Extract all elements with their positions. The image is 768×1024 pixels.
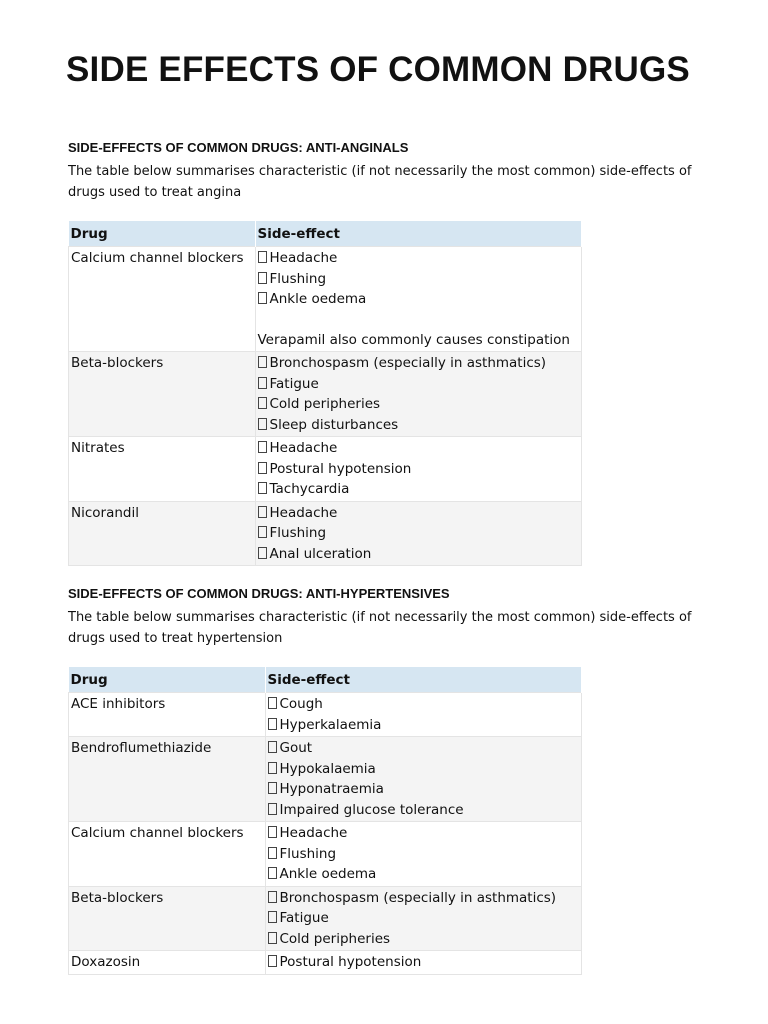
side-effect-text: Cold peripheries bbox=[269, 396, 381, 412]
side-effect-text: Sleep disturbances bbox=[269, 416, 399, 433]
section-intro: The table below summarises characteristic (if not necessarily the most common) side-effects of drugs used to treat angina bbox=[68, 164, 692, 200]
table-row bbox=[69, 437, 582, 502]
side-effect-text: Flushing bbox=[269, 525, 327, 541]
side-effect-text: Hyperkalaemia bbox=[279, 716, 382, 733]
side-effect-cell bbox=[255, 352, 582, 437]
side-effect-item bbox=[268, 738, 580, 759]
table-row bbox=[69, 822, 582, 887]
drug-name-cell: Doxazosin bbox=[69, 951, 266, 975]
side-effect-item bbox=[268, 929, 580, 950]
side-effect-item bbox=[268, 844, 580, 865]
missing-glyph-box-icon bbox=[258, 356, 267, 368]
side-effect-text: Flushing bbox=[279, 845, 337, 862]
column-header-drug: Drug bbox=[69, 221, 256, 247]
drug-name-cell: Beta-blockers bbox=[69, 352, 256, 437]
side-effect-item bbox=[268, 888, 580, 909]
table-header-row bbox=[69, 667, 582, 693]
table-row bbox=[69, 501, 582, 566]
side-effect-cell bbox=[265, 951, 582, 975]
side-effect-item bbox=[258, 353, 580, 374]
missing-glyph-box-icon bbox=[268, 911, 277, 923]
side-effect-text: Ankle oedema bbox=[279, 866, 377, 882]
side-effect-item bbox=[268, 864, 580, 885]
missing-glyph-box-icon bbox=[268, 741, 277, 753]
drug-name-cell: Nitrates bbox=[69, 437, 256, 502]
drug-name-cell: Calcium channel blockers bbox=[69, 247, 256, 352]
table-row bbox=[69, 886, 582, 951]
side-effect-text: Ankle oedema bbox=[269, 291, 367, 307]
drug-name-cell: Bendroflumethiazide bbox=[69, 737, 266, 822]
section-heading: SIDE-EFFECTS OF COMMON DRUGS: ANTI-ANGINALS bbox=[68, 140, 409, 155]
table-row bbox=[69, 951, 582, 975]
missing-glyph-box-icon bbox=[268, 718, 277, 730]
section-intro: The table below summarises characteristic (if not necessarily the most common) side-effects of drugs used to treat hypertension bbox=[68, 610, 692, 646]
side-effect-item bbox=[258, 415, 580, 436]
missing-glyph-box-icon bbox=[268, 697, 277, 709]
page-title: SIDE EFFECTS OF COMMON DRUGS bbox=[66, 50, 690, 89]
side-effect-item bbox=[258, 248, 580, 269]
missing-glyph-box-icon bbox=[258, 462, 267, 474]
side-effect-text: Flushing bbox=[269, 270, 327, 287]
missing-glyph-box-icon bbox=[258, 506, 267, 518]
side-effect-cell bbox=[265, 822, 582, 887]
side-effect-text: Postural hypotension bbox=[269, 460, 412, 477]
missing-glyph-box-icon bbox=[268, 891, 277, 903]
side-effect-item bbox=[258, 479, 580, 500]
missing-glyph-box-icon bbox=[258, 397, 267, 409]
drug-name-cell: Beta-blockers bbox=[69, 886, 266, 951]
side-effect-item bbox=[258, 544, 580, 565]
side-effect-text: Gout bbox=[279, 740, 313, 756]
column-header-drug: Drug bbox=[69, 667, 266, 693]
side-effect-item bbox=[258, 289, 580, 310]
side-effect-item bbox=[258, 523, 580, 544]
table-row bbox=[69, 247, 582, 352]
side-effect-item bbox=[268, 823, 580, 844]
missing-glyph-box-icon bbox=[268, 867, 277, 879]
side-effect-item bbox=[258, 438, 580, 459]
side-effect-item bbox=[268, 908, 580, 929]
missing-glyph-box-icon bbox=[258, 547, 267, 559]
missing-glyph-box-icon bbox=[268, 847, 277, 859]
side-effect-item bbox=[258, 394, 580, 415]
table-header-row bbox=[69, 221, 582, 247]
side-effect-text: Fatigue bbox=[279, 910, 329, 926]
side-effect-item bbox=[268, 715, 580, 736]
side-effect-text: Headache bbox=[269, 440, 338, 456]
side-effect-text: Cold peripheries bbox=[279, 930, 391, 947]
missing-glyph-box-icon bbox=[258, 418, 267, 430]
section-anti-anginals bbox=[68, 139, 708, 566]
side-effect-cell bbox=[255, 501, 582, 566]
side-effect-item bbox=[258, 269, 580, 290]
side-effect-item bbox=[268, 694, 580, 715]
side-effect-item bbox=[258, 503, 580, 524]
side-effect-text: Impaired glucose tolerance bbox=[279, 801, 464, 818]
drug-name-cell: ACE inhibitors bbox=[69, 693, 266, 737]
side-effect-text: Headache bbox=[279, 825, 348, 841]
missing-glyph-box-icon bbox=[268, 762, 277, 774]
missing-glyph-box-icon bbox=[268, 955, 277, 967]
anti-anginals-table bbox=[68, 221, 582, 566]
side-effect-text: Headache bbox=[269, 250, 338, 266]
side-effect-item bbox=[258, 374, 580, 395]
side-effect-note: Verapamil also commonly causes constipation bbox=[257, 331, 570, 348]
drug-name-cell: Calcium channel blockers bbox=[69, 822, 266, 887]
side-effect-item bbox=[258, 459, 580, 480]
side-effect-text: Postural hypotension bbox=[279, 954, 422, 970]
side-effect-text: Tachycardia bbox=[269, 481, 350, 497]
column-header-side-effect: Side-effect bbox=[265, 667, 582, 693]
table-row bbox=[69, 352, 582, 437]
side-effect-text: Bronchospasm (especially in asthmatics) bbox=[279, 889, 557, 906]
side-effect-text: Bronchospasm (especially in asthmatics) bbox=[269, 355, 547, 371]
missing-glyph-box-icon bbox=[258, 292, 267, 304]
side-effect-text: Anal ulceration bbox=[269, 545, 372, 562]
side-effect-cell bbox=[255, 247, 582, 352]
missing-glyph-box-icon bbox=[258, 251, 267, 263]
missing-glyph-box-icon bbox=[258, 526, 267, 538]
missing-glyph-box-icon bbox=[258, 272, 267, 284]
missing-glyph-box-icon bbox=[258, 482, 267, 494]
missing-glyph-box-icon bbox=[268, 932, 277, 944]
side-effect-text: Fatigue bbox=[269, 375, 319, 392]
missing-glyph-box-icon bbox=[268, 826, 277, 838]
side-effect-item bbox=[268, 952, 580, 973]
missing-glyph-box-icon bbox=[268, 803, 277, 815]
table-row bbox=[69, 693, 582, 737]
section-heading: SIDE-EFFECTS OF COMMON DRUGS: ANTI-HYPERTENSIVES bbox=[68, 586, 450, 601]
side-effect-cell bbox=[265, 886, 582, 951]
side-effect-cell bbox=[265, 737, 582, 822]
drug-name-cell: Nicorandil bbox=[69, 501, 256, 566]
side-effect-cell bbox=[265, 693, 582, 737]
side-effect-item bbox=[268, 800, 580, 821]
side-effect-text: Headache bbox=[269, 504, 338, 521]
missing-glyph-box-icon bbox=[258, 441, 267, 453]
side-effect-text: Cough bbox=[279, 696, 323, 712]
anti-hypertensives-table bbox=[68, 667, 582, 975]
column-header-side-effect: Side-effect bbox=[255, 221, 582, 247]
side-effect-cell bbox=[255, 437, 582, 502]
side-effect-text: Hyponatraemia bbox=[279, 781, 384, 797]
missing-glyph-box-icon bbox=[268, 782, 277, 794]
side-effect-item bbox=[268, 759, 580, 780]
side-effect-item bbox=[268, 779, 580, 800]
side-effect-text: Hypokalaemia bbox=[279, 760, 376, 777]
table-row bbox=[69, 737, 582, 822]
section-anti-hypertensives bbox=[68, 585, 708, 975]
missing-glyph-box-icon bbox=[258, 377, 267, 389]
